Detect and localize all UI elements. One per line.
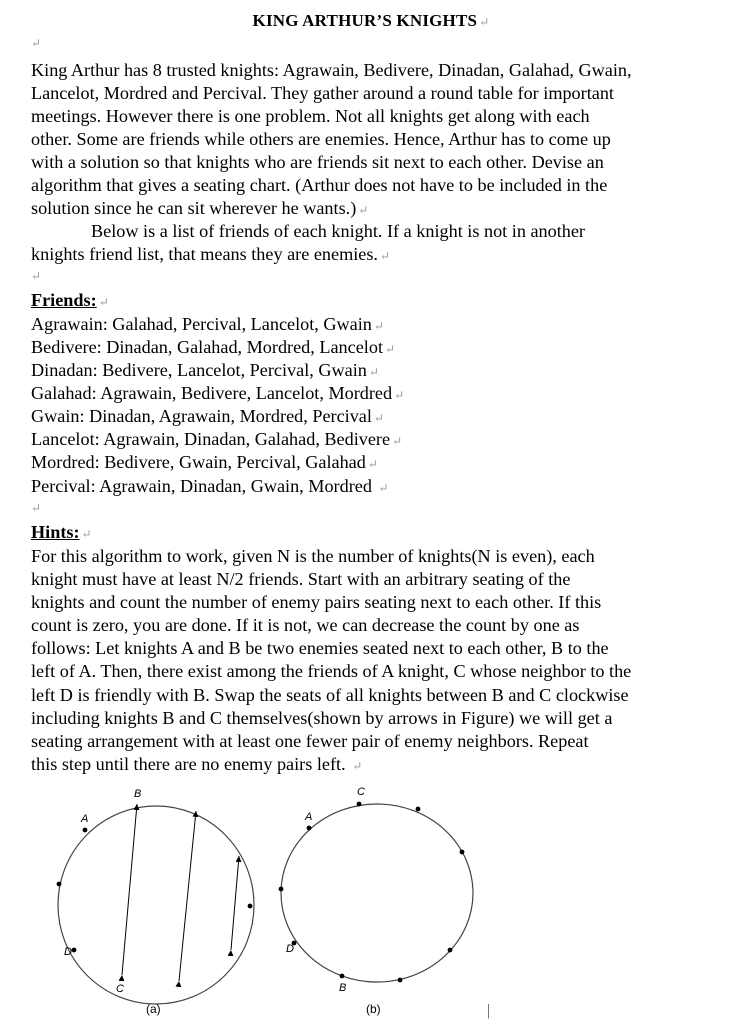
friends-list-item: Agrawain: Galahad, Percival, Lancelot, Gwain ↵ (31, 314, 384, 334)
seat-b-C (357, 802, 362, 807)
intro-line: meetings. However there is one problem. Not all knights get along with each (31, 106, 590, 126)
hints-line: follows: Let knights A and B be two enemies seated next to each other, B to the (31, 638, 609, 658)
hints-line: seating arrangement with at least one fewer pair of enemy neighbors. Repeat (31, 731, 589, 751)
seat-label-C: C (357, 786, 365, 798)
seat-a-right (248, 904, 253, 909)
seat-label-B: B (339, 982, 347, 994)
seat-b (448, 948, 453, 953)
figure-b-caption: (b) (366, 1002, 381, 1016)
hints-heading: Hints: ↵ (31, 522, 92, 542)
friends-list-item: Lancelot: Agrawain, Dinadan, Galahad, Bedivere ↵ (31, 429, 403, 449)
hints-line: knight must have at least N/2 friends. Start with an arbitrary seating of the (31, 569, 571, 589)
friends-list-item: Bedivere: Dinadan, Galahad, Mordred, Lancelot ↵ (31, 337, 396, 357)
intro-line: Lancelot, Mordred and Percival. They gather around a round table for important (31, 83, 614, 103)
hints-line: count is zero, you are done. If it is not, we can decrease the count by one as (31, 615, 580, 635)
document-title: KING ARTHUR’S KNIGHTS ↵ (252, 11, 490, 30)
seat-label-B: B (134, 788, 142, 800)
seat-label-C: C (116, 983, 124, 995)
note-line: Below is a list of friends of each knight. If a knight is not in another (91, 221, 585, 241)
swap-arrow (231, 856, 239, 950)
hints-line: left D is friendly with B. Swap the seats of all knights between B and C clockwise (31, 685, 629, 705)
friends-list-item: Dinadan: Bedivere, Lancelot, Percival, Gwain ↵ (31, 360, 379, 380)
intro-line: King Arthur has 8 trusted knights: Agrawain, Bedivere, Dinadan, Galahad, Gwain, (31, 60, 632, 80)
seat-b (416, 807, 421, 812)
figure-a-caption: (a) (146, 1002, 161, 1016)
seating-swap-figure (31, 780, 501, 1024)
seat-label-A: A (305, 811, 313, 823)
intro-line: with a solution so that knights who are friends sit next to each other. Devise an (31, 152, 604, 172)
round-table-b (281, 804, 473, 982)
hints-line: knights and count the number of enemy pairs seating next to each other. If this (31, 592, 602, 612)
seat-label-D: D (64, 946, 72, 958)
friends-list-item: Gwain: Dinadan, Agrawain, Mordred, Percival ↵ (31, 406, 384, 426)
seat-b (398, 978, 403, 983)
friends-list-item: Galahad: Agrawain, Bedivere, Lancelot, Mordred ↵ (31, 383, 405, 403)
hints-line: including knights B and C themselves(shown by arrows in Figure) we will get a (31, 708, 613, 728)
intro-line: solution since he can sit wherever he wants.) ↵ (31, 198, 369, 218)
seat-b (460, 850, 465, 855)
paragraph-mark: ↵ (31, 501, 42, 515)
friends-heading: Friends: ↵ (31, 290, 109, 310)
intro-line: algorithm that gives a seating chart. (Arthur does not have to be included in the (31, 175, 608, 195)
figure-b (279, 786, 473, 1016)
hints-line: this step until there are no enemy pairs left. ↵ (31, 754, 363, 774)
note-line: knights friend list, that means they are enemies. ↵ (31, 244, 391, 264)
paragraph-mark: ↵ (31, 36, 42, 50)
text-cursor: | (487, 1002, 491, 1019)
seat-label-A: A (81, 813, 89, 825)
swap-arrow (122, 804, 137, 975)
intro-line: other. Some are friends while others are enemies. Hence, Arthur has to come up (31, 129, 611, 149)
friends-list-item: Percival: Agrawain, Dinadan, Gwain, Mordred ↵ (31, 476, 389, 496)
friends-list-item: Mordred: Bedivere, Gwain, Percival, Galahad ↵ (31, 452, 378, 472)
paragraph-mark: ↵ (31, 269, 42, 283)
figure-a (57, 788, 254, 1016)
hints-line: left of A. Then, there exist among the friends of A knight, C whose neighbor to the (31, 661, 632, 681)
seat-b (279, 887, 284, 892)
seat-a-A (83, 828, 88, 833)
seat-a-D (72, 948, 77, 953)
seat-b-B (340, 974, 345, 979)
hints-line: For this algorithm to work, given N is the number of knights(N is even), each (31, 546, 595, 566)
round-table-a (58, 806, 254, 1004)
seat-b-A (307, 826, 312, 831)
seat-a-left (57, 882, 62, 887)
seat-label-D: D (286, 943, 294, 955)
swap-arrow (179, 811, 196, 981)
